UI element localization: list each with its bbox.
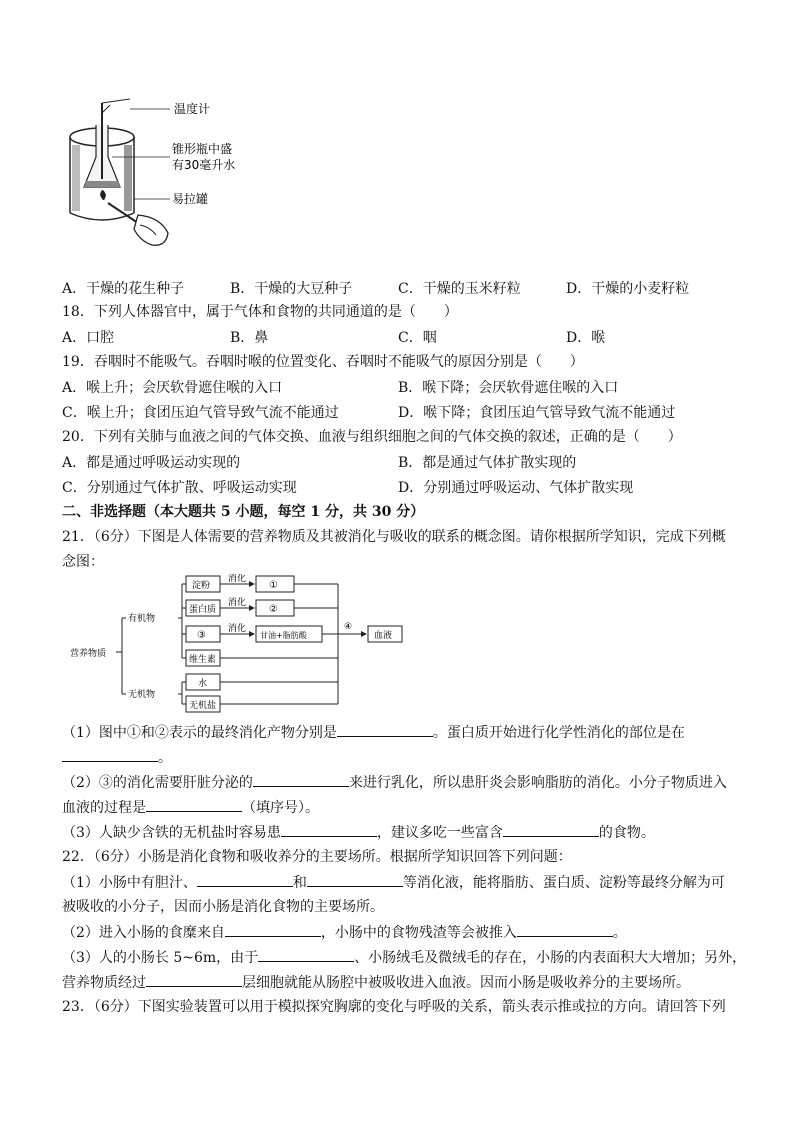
label-digest-2: 消化 bbox=[228, 598, 247, 608]
q22-stem: 22．（6分）小肠是消化食物和吸收养分的主要场所。根据所学知识回答下列问题： bbox=[62, 849, 572, 865]
q22-p1-text-a: （1）小肠中有胆汁、 bbox=[62, 875, 197, 891]
q18-option-b: B．鼻 bbox=[230, 330, 269, 346]
q22-part1 bbox=[62, 872, 725, 893]
q22-part2 bbox=[62, 922, 627, 943]
q21-stem-line2: 念图： bbox=[62, 554, 104, 570]
q21-part3 bbox=[62, 822, 655, 843]
q19-option-d: D．喉下降；食团压迫气管导致气流不能通过 bbox=[398, 405, 676, 421]
label-flask-line1: 锥形瓶中盛 bbox=[172, 142, 233, 156]
node-blank-2: ② bbox=[269, 604, 278, 615]
q21-p1-text-a: （1）图中①和②表示的最终消化产物分别是 bbox=[62, 725, 337, 741]
answer-blank[interactable] bbox=[146, 972, 242, 987]
q21-p1-text-c: 。 bbox=[158, 750, 172, 766]
answer-blank[interactable] bbox=[225, 922, 321, 937]
q19-option-b: B．喉下降；会厌软骨遮住喉的入口 bbox=[398, 380, 619, 396]
q21-part1-cont bbox=[62, 747, 172, 768]
q17-option-b: B．干燥的大豆种子 bbox=[230, 281, 353, 297]
answer-blank[interactable] bbox=[517, 922, 613, 937]
q20-option-d: D．分别通过呼吸运动、气体扩散实现 bbox=[398, 480, 634, 496]
q21-part1 bbox=[62, 722, 685, 743]
q21-p3-text-c: 的食物。 bbox=[598, 825, 655, 841]
q17-option-a: A．干燥的花生种子 bbox=[62, 281, 185, 297]
q22-p3-text-c: 营养物质经过 bbox=[62, 975, 146, 991]
answer-blank[interactable] bbox=[146, 797, 242, 812]
q22-part3 bbox=[62, 947, 746, 968]
node-salt: 无机盐 bbox=[189, 701, 217, 711]
q21-p2-text-d: （填序号）。 bbox=[242, 800, 319, 816]
node-blank-1: ① bbox=[269, 580, 278, 591]
label-digest-1: 消化 bbox=[228, 574, 247, 584]
q18-option-a: A．口腔 bbox=[62, 330, 115, 346]
answer-blank[interactable] bbox=[503, 822, 599, 837]
q18-option-c: C．咽 bbox=[398, 330, 437, 346]
q19-option-a: A．喉上升；会厌软骨遮住喉的入口 bbox=[62, 380, 283, 396]
q22-p3-text-d: 层细胞就能从肠腔中被吸收进入血液。因而小肠是吸收养分的主要场所。 bbox=[242, 975, 690, 991]
concept-map bbox=[70, 574, 430, 718]
node-root: 营养物质 bbox=[70, 649, 107, 659]
label-can: 易拉罐 bbox=[172, 192, 209, 206]
node-vitamin: 维生素 bbox=[189, 655, 217, 665]
node-protein: 蛋白质 bbox=[189, 605, 217, 615]
label-thermometer: 温度计 bbox=[174, 102, 211, 116]
node-blank-3: ③ bbox=[197, 630, 206, 641]
label-flask-line2: 有30毫升水 bbox=[172, 158, 236, 172]
q21-part2-cont bbox=[62, 797, 319, 818]
q21-p2-text-a: （2）③的消化需要肝脏分泌的 bbox=[62, 775, 253, 791]
answer-blank[interactable] bbox=[62, 747, 158, 762]
label-arrow-4: ④ bbox=[344, 622, 353, 632]
q22-p2-text-c: 。 bbox=[612, 925, 627, 941]
answer-blank[interactable] bbox=[307, 872, 403, 887]
answer-blank[interactable] bbox=[253, 772, 349, 787]
node-starch: 淀粉 bbox=[192, 581, 211, 591]
q20-stem: 20．下列有关肺与血液之间的气体交换、血液与组织细胞之间的气体交换的叙述，正确的是（ ） bbox=[62, 429, 682, 445]
node-organic: 有机物 bbox=[128, 614, 156, 624]
q21-p2-text-c: 血液的过程是 bbox=[62, 800, 146, 816]
node-water: 水 bbox=[198, 679, 208, 689]
answer-blank[interactable] bbox=[281, 822, 377, 837]
q19-option-c: C．喉上升；食团压迫气管导致气流不能通过 bbox=[62, 405, 339, 421]
q20-option-b: B．都是通过气体扩散实现的 bbox=[398, 455, 577, 471]
q17-option-d: D．干燥的小麦籽粒 bbox=[566, 281, 690, 297]
section-title: 二、非选择题（本大题共 5 小题，每空 1 分，共 30 分） bbox=[62, 504, 425, 520]
q18-stem: 18．下列人体器官中，属于气体和食物的共同通道的是（ ） bbox=[62, 304, 458, 320]
q21-p2-text-b: 来进行乳化，所以患肝炎会影响脂肪的消化。小分子物质进入 bbox=[348, 775, 727, 791]
node-blood: 血液 bbox=[374, 631, 393, 641]
node-glycerol: 甘油+脂肪酸 bbox=[260, 631, 307, 640]
q22-p3-text-b: 、小肠绒毛及微绒毛的存在，小肠的内表面积大大增加；另外， bbox=[354, 950, 747, 966]
q18-option-d: D．喉 bbox=[566, 330, 606, 346]
q21-part2 bbox=[62, 772, 727, 793]
q22-p3-text-a: （3）人的小肠长 5~6m，由于 bbox=[62, 950, 259, 966]
q20-option-a: A．都是通过呼吸运动实现的 bbox=[62, 455, 241, 471]
q17-option-c: C．干燥的玉米籽粒 bbox=[398, 281, 521, 297]
q21-p3-text-a: （3）人缺少含铁的无机盐时容易患 bbox=[62, 825, 281, 841]
q22-p1-text-b: 和 bbox=[292, 875, 307, 891]
q21-p3-text-b: ，建议多吃一些富含 bbox=[376, 825, 503, 841]
q22-part3-cont bbox=[62, 972, 690, 993]
node-inorganic: 无机物 bbox=[128, 690, 156, 700]
calorimeter-figure bbox=[60, 95, 260, 255]
q22-part1-cont: 被吸收的小分子，因而小肠是消化食物的主要场所。 bbox=[62, 899, 384, 915]
answer-blank[interactable] bbox=[337, 722, 433, 737]
q21-p1-text-b: 。蛋白质开始进行化学性消化的部位是在 bbox=[432, 725, 685, 741]
answer-blank[interactable] bbox=[197, 872, 293, 887]
q22-p1-text-c: 等消化液，能将脂肪、蛋白质、淀粉等最终分解为可 bbox=[402, 875, 725, 891]
q19-stem: 19．吞咽时不能吸气。吞咽时喉的位置变化、吞咽时不能吸气的原因分别是（ ） bbox=[62, 354, 584, 370]
q22-p2-text-a: （2）进入小肠的食糜来自 bbox=[62, 925, 225, 941]
answer-blank[interactable] bbox=[258, 947, 354, 962]
q23-stem: 23．（6分）下图实验装置可以用于模拟探究胸廓的变化与呼吸的关系，箭头表示推或拉的方向。请回答下列 bbox=[62, 999, 726, 1015]
q20-option-c: C．分别通过气体扩散、呼吸运动实现 bbox=[62, 480, 297, 496]
label-digest-3: 消化 bbox=[228, 624, 247, 634]
q22-p2-text-b: ，小肠中的食物残渣等会被推入 bbox=[320, 925, 517, 941]
q21-stem-line1: 21．（6分）下图是人体需要的营养物质及其被消化与吸收的联系的概念图。请你根据所学知识，完成下列概 bbox=[62, 529, 726, 545]
